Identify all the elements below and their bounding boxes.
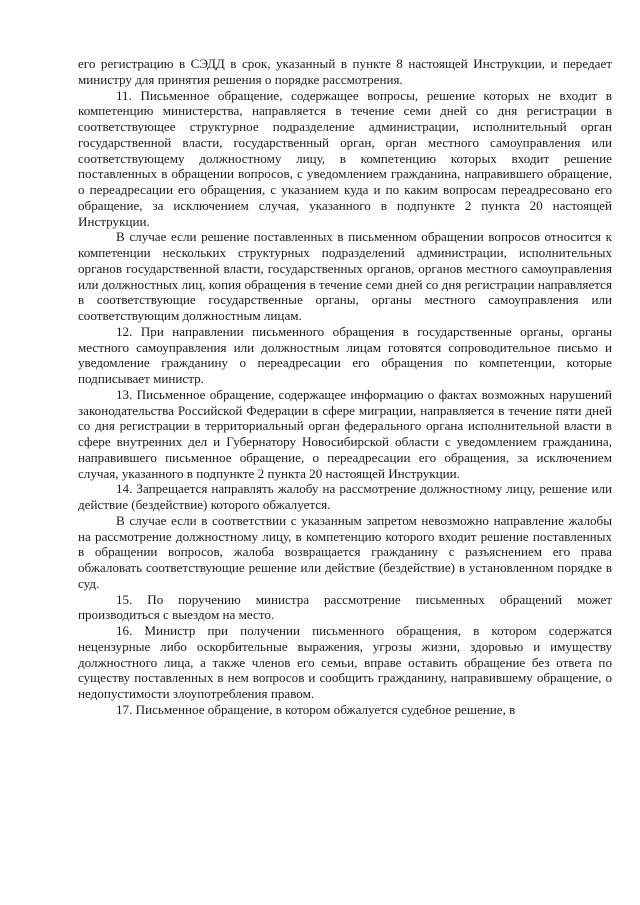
paragraph-continuation: его регистрацию в СЭДД в срок, указанный в пункте 8 настоящей Инструкции, и передает министру для принятия решения о порядке рассмотрения. (78, 56, 612, 87)
paragraph-item-17: 17. Письменное обращение, в котором обжалуется судебное решение, в (116, 701, 516, 717)
document-page (78, 56, 612, 718)
paragraph-item-14-complaint-return: В случае если в соответствии с указанным запретом невозможно направление жалобы на рассмотрение должностному лицу, в компетенцию которого входит решение поставленных в обращении вопросов, жалоба возвращается гражданину с разъяснением его права обжаловать соответствующие решение или действие (бездействие) в установленном порядке в суд. (78, 512, 612, 591)
paragraph-item-11-multi-competence: В случае если решение поставленных в письменном обращении вопросов относится к компетенции нескольких структурных подразделений администрации, исполнительных органов государственной власти, государственных органов, органов местного самоуправления или должностных лиц, копия обращения в течение семи дней со дня регистрации направляется в соответствующие государственные органы, органы местного самоуправления или соответствующим должностным лицам. (78, 229, 612, 323)
paragraph-item-15: 15. По поручению министра рассмотрение письменных обращений может производиться с выездом на место. (78, 591, 612, 623)
paragraph-item-13: 13. Письменное обращение, содержащее информацию о фактах возможных нарушений законодательства Российской Федерации в сфере миграции, направляется в течение пяти дней со дня регистрации в территориальный орган федерального органа исполнительной власти в сфере внутренних дел и Губернатору Новосибирской области с уведомлением гражданина, направившего письменное обращение, о переадресации его обращения, за исключением случая, указанного в подпункте 2 пункта 20 настоящей Инструкции. (78, 386, 612, 481)
paragraph-item-14: 14. Запрещается направлять жалобу на рассмотрение должностному лицу, решение или действие (бездействие) которого обжалуется. (78, 481, 612, 512)
paragraph-item-16: 16. Министр при получении письменного обращения, в котором содержатся нецензурные либо оскорбительные выражения, угрозы жизни, здоровью и имуществу должностного лица, а также членов его семьи, вправе оставить обращение без ответа по существу поставленных в нем вопросов и сообщить гражданину, направившему обращение, о недопустимости злоупотребления правом. (78, 623, 612, 701)
paragraph-item-12: 12. При направлении письменного обращения в государственные органы, органы местного самоуправления или должностным лицам готовятся сопроводительное письмо и уведомление гражданину о переадресации его обращения по компетенции, которые подписывает министр. (78, 323, 612, 386)
paragraph-item-11: 11. Письменное обращение, содержащее вопросы, решение которых не входит в компетенцию министерства, направляется в течение семи дней со дня регистрации в соответствующее структурное подразделение администрации, исполнительный орган государственной власти, государственный орган, орган местного самоуправления или соответствующему должностному лицу, в компетенцию которых входит решение поставленных в обращении вопросов, с уведомлением гражданина, направившего обращение, о переадресации его обращения, с указанием куда и по каким вопросам переадресовано его обращение, за исключением случая, указанного в подпункте 2 пункта 20 настоящей Инструкции. (78, 87, 612, 229)
